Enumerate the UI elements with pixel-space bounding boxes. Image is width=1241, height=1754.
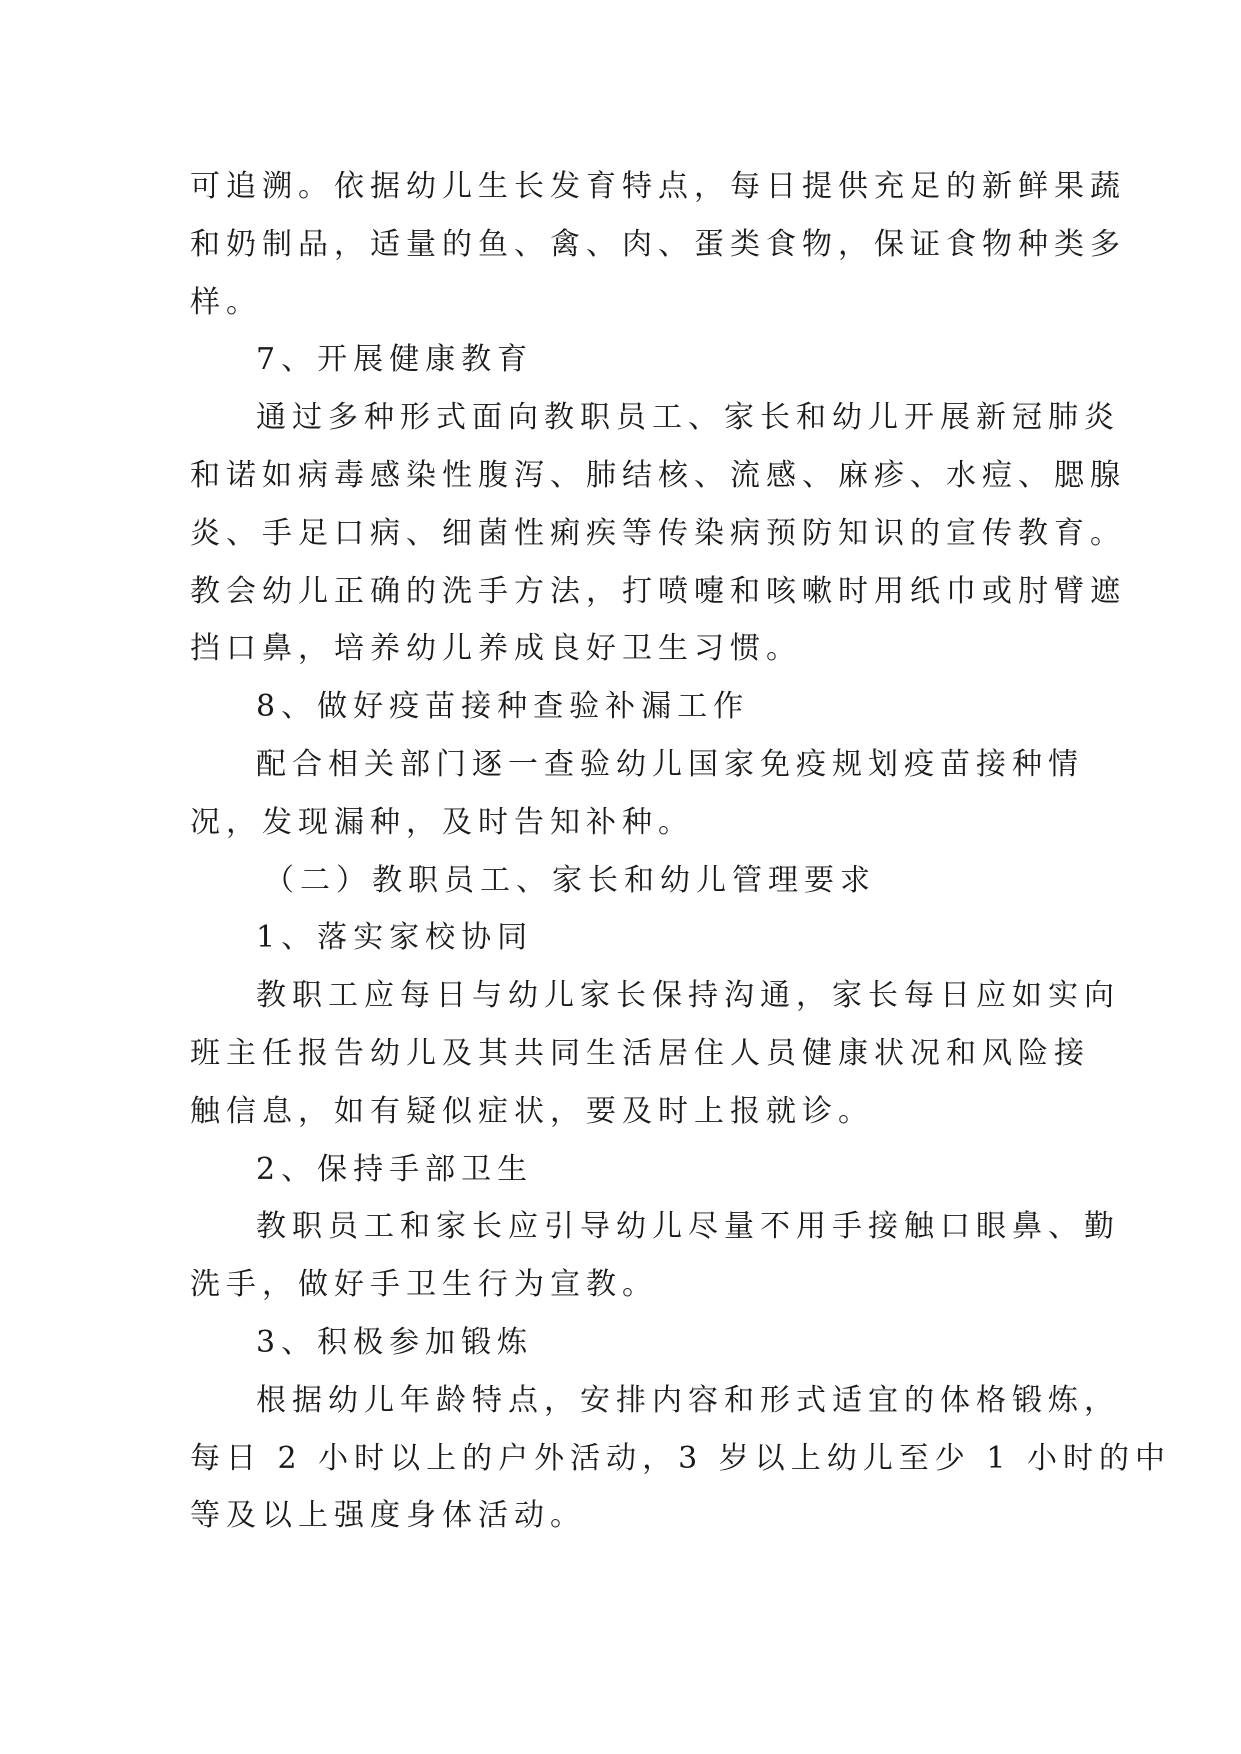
paragraph-line: 配合相关部门逐一查验幼儿国家免疫规划疫苗接种情 bbox=[256, 746, 1084, 782]
paragraph-line: 炎、手足口病、细菌性痢疾等传染病预防知识的宣传教育。 bbox=[190, 515, 1126, 551]
paragraph-line: 和诺如病毒感染性腹泻、肺结核、流感、麻疹、水痘、腮腺 bbox=[190, 457, 1126, 493]
section-heading: 1、落实家校协同 bbox=[256, 920, 534, 956]
chapter-heading: （二）教职员工、家长和幼儿管理要求 bbox=[264, 862, 876, 898]
paragraph-line: 等及以上强度身体活动。 bbox=[190, 1498, 586, 1534]
paragraph-line: 可追溯。依据幼儿生长发育特点，每日提供充足的新鲜果蔬 bbox=[190, 169, 1126, 204]
paragraph-line: 触信息，如有疑似症状，要及时上报就诊。 bbox=[190, 1093, 874, 1129]
paragraph-line: 教职工应每日与幼儿家长保持沟通，家长每日应如实向 bbox=[256, 978, 1120, 1014]
paragraph-line: 挡口鼻，培养幼儿养成良好卫生习惯。 bbox=[190, 631, 802, 667]
section-heading: 2、保持手部卫生 bbox=[256, 1151, 534, 1187]
paragraph-line: 根据幼儿年龄特点，安排内容和形式适宜的体格锻炼， bbox=[256, 1382, 1120, 1418]
paragraph-line: 况，发现漏种，及时告知补种。 bbox=[190, 804, 694, 840]
paragraph-line: 和奶制品，适量的鱼、禽、肉、蛋类食物，保证食物种类多 bbox=[190, 226, 1126, 262]
section-heading: 3、积极参加锻炼 bbox=[256, 1324, 534, 1360]
paragraph-line: 通过多种形式面向教职员工、家长和幼儿开展新冠肺炎 bbox=[256, 400, 1120, 436]
document-body bbox=[190, 158, 1171, 1545]
section-heading: 7、开展健康教育 bbox=[256, 342, 534, 378]
paragraph-line: 教职员工和家长应引导幼儿尽量不用手接触口眼鼻、勤 bbox=[256, 1209, 1120, 1245]
paragraph-line: 样。 bbox=[190, 284, 262, 320]
paragraph-line: 洗手，做好手卫生行为宣教。 bbox=[190, 1267, 658, 1303]
paragraph-line: 教会幼儿正确的洗手方法，打喷嚏和咳嗽时用纸巾或肘臂遮 bbox=[190, 573, 1126, 609]
section-heading: 8、做好疫苗接种查验补漏工作 bbox=[256, 689, 750, 725]
paragraph-line: 班主任报告幼儿及其共同生活居住人员健康状况和风险接 bbox=[190, 1035, 1090, 1071]
paragraph-line: 每日 2 小时以上的户外活动，3 岁以上幼儿至少 1 小时的中 bbox=[190, 1440, 1171, 1476]
